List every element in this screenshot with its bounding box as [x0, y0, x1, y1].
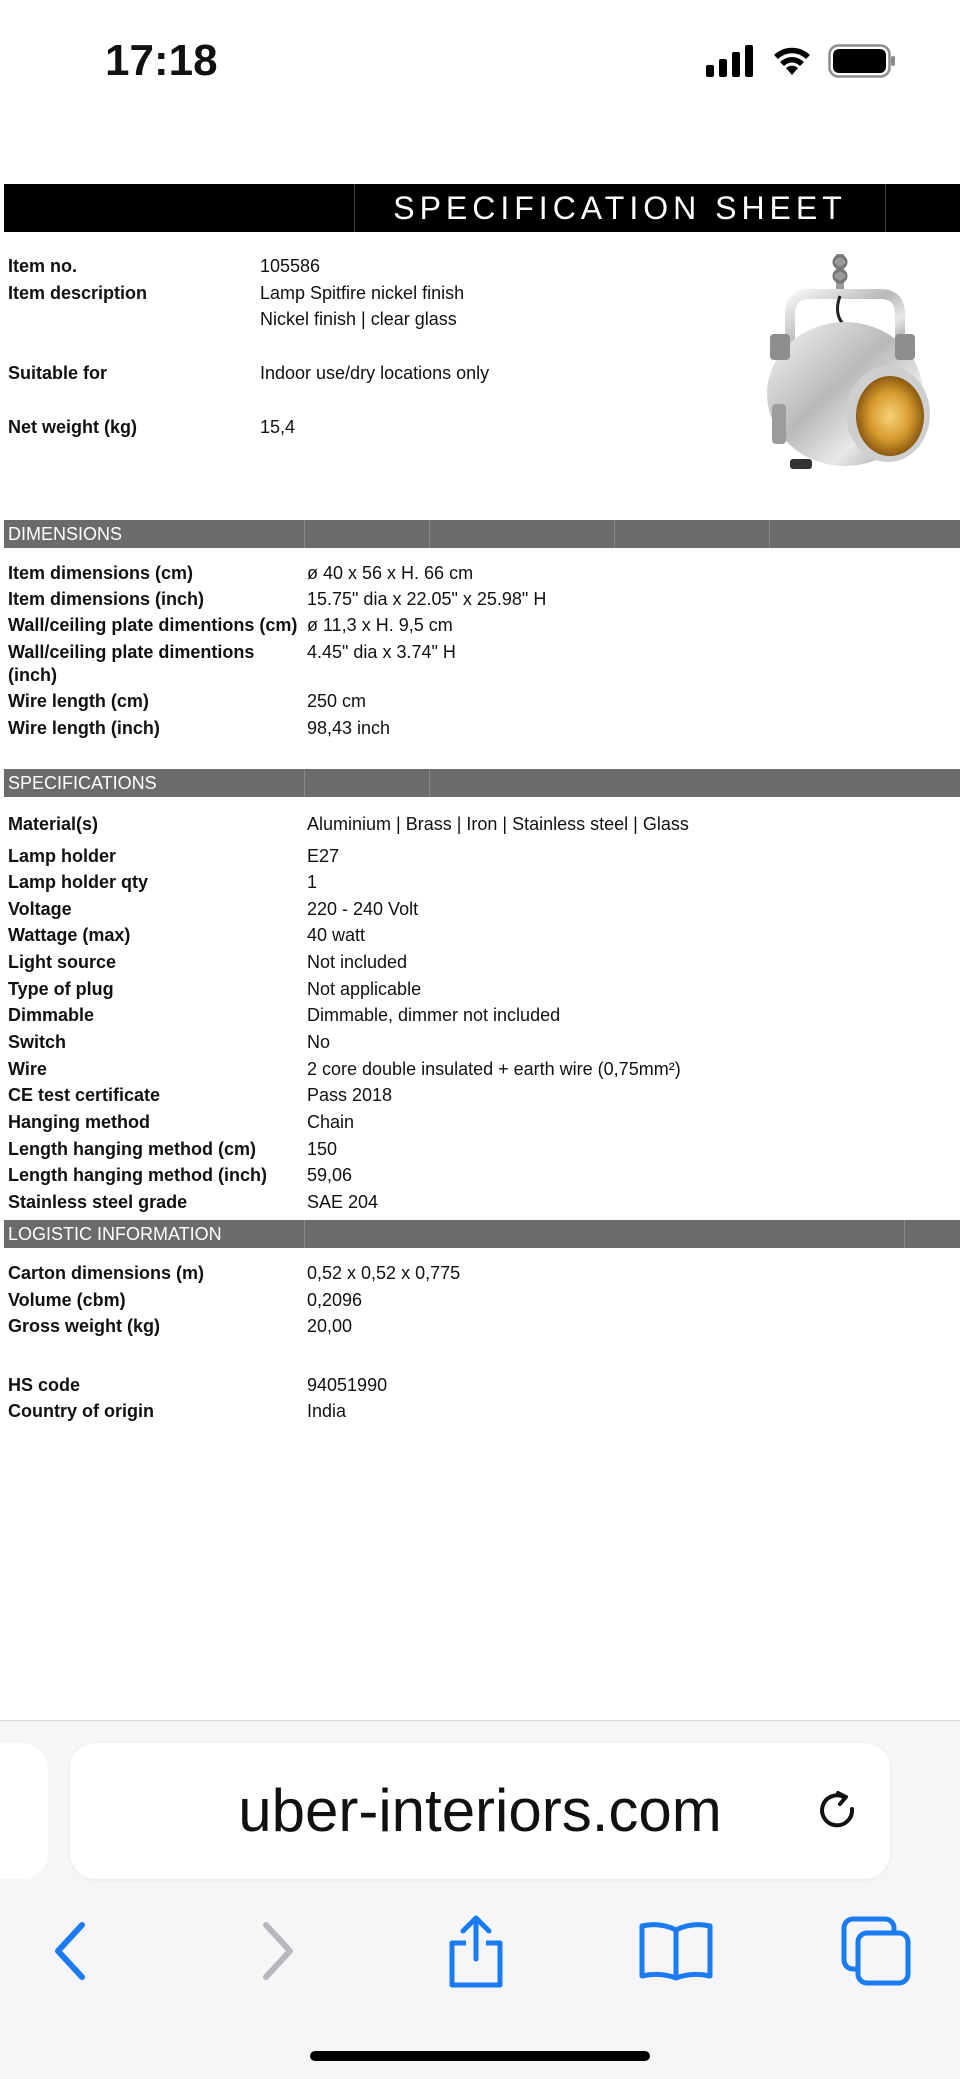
- spec-label: Switch: [8, 1032, 67, 1052]
- spec-label: Light source: [8, 952, 117, 972]
- section-logistic: [4, 1220, 960, 1248]
- logistic-label: Country of origin: [8, 1401, 154, 1421]
- dim-value: 4.45" dia x 3.74" H: [307, 642, 456, 662]
- status-time: 17:18: [105, 36, 218, 85]
- logistic-label: Carton dimensions (m): [8, 1263, 205, 1283]
- lamp-product-image: [750, 254, 940, 484]
- logistic-label: Gross weight (kg): [8, 1316, 161, 1336]
- dim-label: Wall/ceiling plate dimentions (cm): [8, 615, 298, 635]
- share-icon: [446, 1913, 506, 1989]
- net-weight-value: 15,4: [260, 417, 296, 437]
- item-description-label: Item description: [8, 283, 148, 303]
- banner: [4, 184, 960, 232]
- home-indicator[interactable]: [310, 2051, 650, 2061]
- logistic-label: Volume (cbm): [8, 1290, 126, 1310]
- logistic-value: 94051990: [307, 1375, 388, 1395]
- tabs-button[interactable]: [836, 1911, 916, 1991]
- status-bar: [0, 0, 960, 130]
- section-specifications: [4, 769, 960, 797]
- spec-label: Material(s): [8, 814, 99, 834]
- spec-label: Stainless steel grade: [8, 1192, 188, 1212]
- section-specifications-title: SPECIFICATIONS: [8, 773, 157, 793]
- dim-label: Wall/ceiling plate dimentions: [8, 642, 255, 662]
- wifi-icon: [772, 45, 812, 77]
- spec-value: SAE 204: [307, 1192, 379, 1212]
- previous-tab-preview[interactable]: [0, 1743, 48, 1879]
- signal-icon: [706, 45, 756, 77]
- logistic-value: 0,2096: [307, 1290, 363, 1310]
- spec-value: 150: [307, 1139, 338, 1159]
- url-text[interactable]: uber-interiors.com: [238, 1777, 722, 1844]
- reload-icon[interactable]: [814, 1787, 862, 1835]
- spec-label: CE test certificate: [8, 1085, 161, 1105]
- spec-value: 2 core double insulated + earth wire (0,75mm²): [307, 1059, 681, 1079]
- spec-value: Chain: [307, 1112, 355, 1132]
- bookmarks-button[interactable]: [636, 1911, 716, 1991]
- forward-icon: [258, 1921, 298, 1981]
- spec-value: 220 - 240 Volt: [307, 899, 419, 919]
- browser-chrome: [0, 1720, 960, 2079]
- dim-label: Item dimensions (cm): [8, 563, 194, 583]
- dim-value: ø 40 x 56 x H. 66 cm: [307, 563, 474, 583]
- dim-label: Item dimensions (inch): [8, 589, 205, 609]
- net-weight-label: Net weight (kg): [8, 417, 137, 437]
- spec-value: 40 watt: [307, 925, 366, 945]
- logistic-value: 20,00: [307, 1316, 353, 1336]
- battery-icon: [828, 44, 896, 78]
- banner-title: SPECIFICATION SHEET: [354, 184, 886, 232]
- spec-value: Not applicable: [307, 979, 422, 999]
- spec-label: Length hanging method (cm): [8, 1139, 256, 1159]
- bookmarks-icon: [638, 1920, 714, 1982]
- spec-label: Hanging method: [8, 1112, 150, 1132]
- status-icons: [706, 44, 896, 78]
- suitable-for-value: Indoor use/dry locations only: [260, 363, 490, 383]
- spec-label: Lamp holder qty: [8, 872, 149, 892]
- spec-value: Not included: [307, 952, 408, 972]
- item-description-value: Lamp Spitfire nickel finish: [260, 283, 465, 303]
- spec-label: Dimmable: [8, 1005, 95, 1025]
- dim-label: Wire length (cm): [8, 691, 149, 711]
- dim-label-cont: (inch): [8, 665, 57, 685]
- share-button[interactable]: [436, 1911, 516, 1991]
- spec-value: 59,06: [307, 1165, 353, 1185]
- item-no-value: 105586: [260, 256, 321, 276]
- spec-label: Lamp holder: [8, 846, 117, 866]
- spec-label: Type of plug: [8, 979, 114, 999]
- dim-label: Wire length (inch): [8, 718, 160, 738]
- dim-value: ø 11,3 x H. 9,5 cm: [307, 615, 453, 635]
- spec-label: Length hanging method (inch): [8, 1165, 267, 1185]
- address-bar[interactable]: [70, 1743, 890, 1879]
- spec-value: Pass 2018: [307, 1085, 393, 1105]
- logistic-value: 0,52 x 0,52 x 0,775: [307, 1263, 461, 1283]
- browser-toolbar: [0, 1901, 960, 2001]
- spec-value: Aluminium | Brass | Iron | Stainless steel | Glass: [307, 814, 689, 834]
- logistic-label: HS code: [8, 1375, 81, 1395]
- spec-label: Wire: [8, 1059, 47, 1079]
- item-no-label: Item no.: [8, 256, 78, 276]
- item-description-value-2: Nickel finish | clear glass: [260, 309, 457, 329]
- dim-value: 250 cm: [307, 691, 367, 711]
- logistic-value: India: [307, 1401, 347, 1421]
- spec-value: 1: [307, 872, 318, 892]
- spec-label: Wattage (max): [8, 925, 131, 945]
- forward-button[interactable]: [238, 1911, 318, 1991]
- section-dimensions-title: DIMENSIONS: [8, 524, 123, 544]
- tabs-icon: [840, 1915, 912, 1987]
- back-button[interactable]: [30, 1911, 110, 1991]
- spec-label: Voltage: [8, 899, 72, 919]
- spec-value: E27: [307, 846, 340, 866]
- dim-value: 15.75" dia x 22.05" x 25.98" H: [307, 589, 547, 609]
- suitable-for-label: Suitable for: [8, 363, 108, 383]
- section-dimensions: [4, 520, 960, 548]
- back-icon: [50, 1921, 90, 1981]
- spec-value: Dimmable, dimmer not included: [307, 1005, 561, 1025]
- spec-value: No: [307, 1032, 331, 1052]
- dim-value: 98,43 inch: [307, 718, 391, 738]
- section-logistic-title: LOGISTIC INFORMATION: [8, 1224, 222, 1244]
